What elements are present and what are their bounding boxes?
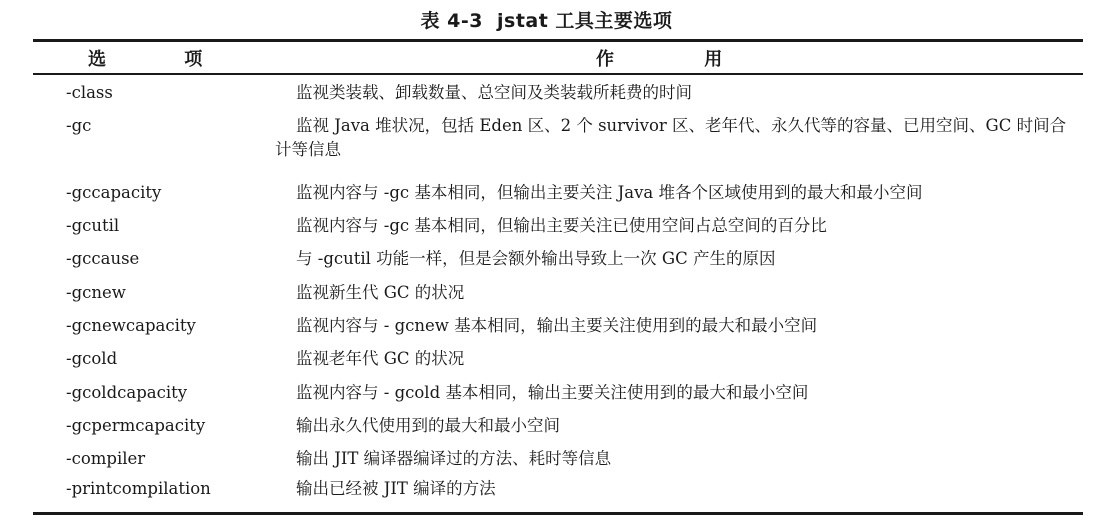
option-cell: -gcutil [66,216,120,235]
option-cell: -gcoldcapacity [66,383,188,402]
table-caption [0,6,1093,33]
option-cell: -gcnewcapacity [66,316,196,335]
option-cell: -compiler [66,449,146,468]
option-cell: -gcpermcapacity [66,416,206,435]
option-cell: -gcnew [66,283,126,302]
description-cell: 输出永久代使用到的最大和最小空间 [296,416,560,435]
option-cell: -gccause [66,249,140,268]
option-cell: -printcompilation [66,479,211,498]
description-cell: 输出 JIT 编译器编译过的方法、耗时等信息 [296,449,612,468]
description-cell: 输出已经被 JIT 编译的方法 [296,479,496,498]
description-cell: 监视 Java 堆状况，包括 Eden 区、2 个 survivor 区、老年代、永久代等的容量、已用空间、GC 时间合计等信息 [275,116,1067,159]
option-cell: -gc [66,116,92,135]
table-top-rule [33,39,1083,42]
option-cell: -gccapacity [66,183,162,202]
description-cell: 监视内容与 -gc 基本相同，但输出主要关注 Java 堆各个区域使用到的最大和最小空间 [296,183,923,202]
description-cell: 监视类装载、卸载数量、总空间及类装载所耗费的时间 [296,83,692,102]
description-cell: 监视老年代 GC 的状况 [296,349,465,368]
caption-label: 表 4-3 [420,10,483,32]
header-option: 选 项 [88,49,239,70]
description-cell: 监视新生代 GC 的状况 [296,283,465,302]
description-cell: 监视内容与 - gcold 基本相同，输出主要关注使用到的最大和最小空间 [296,383,809,402]
header-purpose: 作 用 [596,49,765,70]
table-header-rule [33,73,1083,75]
caption-title: jstat 工具主要选项 [497,10,673,32]
description-cell: 与 -gcutil 功能一样，但是会额外输出导致上一次 GC 产生的原因 [296,249,776,268]
description-cell: 监视内容与 -gc 基本相同，但输出主要关注已使用空间占总空间的百分比 [296,216,827,235]
table-bottom-rule [33,512,1083,515]
option-cell: -class [66,83,113,102]
option-cell: -gcold [66,349,118,368]
description-cell: 监视内容与 - gcnew 基本相同，输出主要关注使用到的最大和最小空间 [296,316,818,335]
